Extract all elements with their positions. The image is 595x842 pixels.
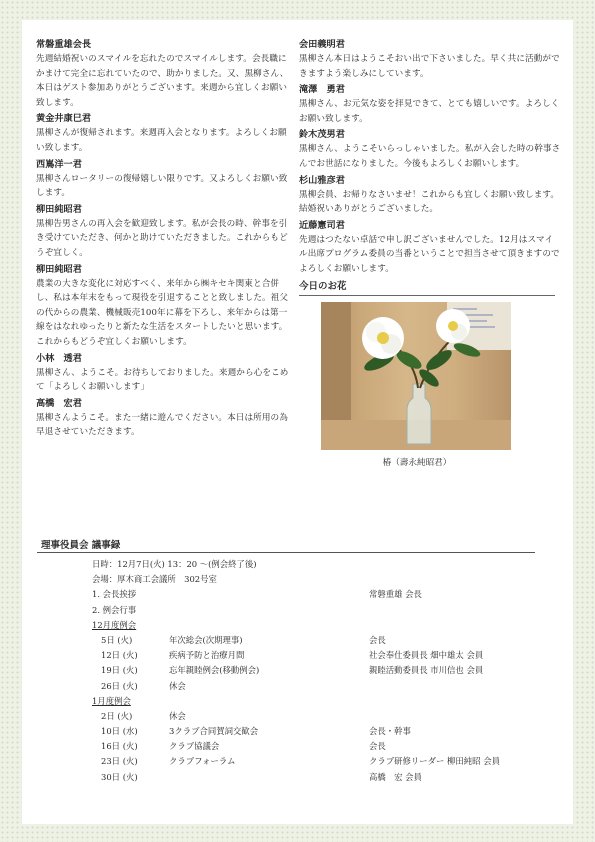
schedule-responsible: 会長 [369,741,386,752]
schedule-row [92,754,552,769]
meeting-date-line [92,557,552,572]
schedule-row [92,739,552,754]
member-name: 鈴木茂男君 [299,129,345,141]
schedule-event: 休会 [169,680,186,691]
member-message: 黒柳告男さんの再入会を歓迎致します。私が会長の時、幹事を引き受けていただき、何かと助けていただきました。これからもどうぞ宜しく。 [36,218,288,258]
member-message: 黒柳会員、お帰りなさいませ！これからも宜しくお願い致します。結婚祝いありがとうございました。 [299,189,560,215]
member-name: 滝澤 勇君 [299,84,345,96]
schedule-row [92,633,552,648]
member-message: 先週結婚祝いのスマイルを忘れたのでスマイルします。会長職にかまけて完全に忘れていたので、助かりました。又、黒柳さん、本日はゲスト参加ありがとうございます。来週から宜しくお願い致します。 [36,54,289,108]
member-name: 黄金井康巳君 [36,113,92,125]
left-column [36,38,289,442]
schedule-row [92,770,552,785]
member-message: 農業の大きな変化に対応すべく、来年から㈱キセキ関東と合併し、私は本年末をもって現役を引退することと致しました。祖父の代からの農業、機械販売100年に幕を下ろし、来年からは第一線をはなれゆったりと新たな生活をスタートしたいと思います。これからもどうぞ宜しくお願いします。 [36,278,289,347]
schedule-row [92,663,552,678]
meeting-venue-line [92,572,552,587]
member-name: 柳田純昭君 [36,203,82,215]
member-message: 黒柳さん、ようこそいらっしゃいました。私が入会した時の幹事さんでお世話になりました。今後もよろしくお願いします。 [299,144,561,169]
schedule-responsible: 高橋 宏 会員 [369,771,422,782]
smile-entry [299,83,561,126]
camellia-photo [321,302,511,450]
flower-section-title: 今日のお花 [299,280,555,296]
schedule-responsible: 会長 [369,634,386,645]
schedule-event: 疾病予防と治療月間 [169,650,245,661]
schedule-responsible: 会長・幹事 [369,726,411,737]
member-message: 黒柳さん本日はようこそおい出で下さいました。早く共に活動ができますよう楽しみにしています。 [299,54,560,79]
schedule-event: クラブフォーラム [169,756,236,767]
agenda-item [92,603,552,618]
member-name: 柳田純昭君 [36,263,82,275]
schedule-event: 3クラブ合同賀詞交歓会 [169,726,259,737]
schedule-date: 5日 (火) [101,634,133,645]
smile-entry [36,397,289,440]
agenda-item-label: 2. 例会行事 [92,604,137,615]
smile-entry [36,38,289,110]
photo-caption: 椿（壽永純昭君） [382,457,452,468]
agenda-item [92,587,552,602]
smile-entry [299,38,561,81]
schedule-date: 23日 (火) [101,756,138,767]
member-name: 近藤憲司君 [299,219,345,231]
member-name: 西嶌洋一君 [36,158,82,170]
smile-entry [36,263,289,350]
member-name: 会田義明君 [299,39,345,50]
board-minutes [92,557,552,785]
member-message: 黒柳さん、お元気な姿を拝見できて、とても嬉しいです。よろしくお願い致します。 [299,99,560,124]
member-message: 黒柳さんようこそ。また一緒に遊んでください。本日は所用の為早退させていただきます。 [36,412,288,438]
schedule-event: 忘年親睦例会(移動例会) [169,665,260,676]
smile-entry [36,352,289,395]
schedule-row [92,724,552,739]
schedule-event: 休会 [169,710,186,721]
schedule-responsible: 社会奉仕委員長 畑中雄太 会員 [369,650,484,661]
meeting-date: 日時：12月7日(火) 13：20 ～(例会終了後) [92,559,257,569]
member-name: 常磐重雄会長 [36,39,92,50]
month-heading [92,694,552,709]
schedule-date: 19日 (火) [101,665,138,676]
smile-entry [36,112,289,155]
smile-entry [299,128,561,171]
smile-entry [299,174,561,217]
schedule-date: 12日 (火) [101,650,138,661]
schedule-date: 10日 (水) [101,726,138,737]
member-message: 先週はつたない卓話で申し訳ございませんでした。12月はスマイル出席プログラム委員の当番ということで担当させて頂きますのでよろしくお願いします。 [299,234,560,274]
schedule-row [92,709,552,724]
schedule-date: 16日 (火) [101,741,138,752]
month-heading [92,618,552,633]
member-name: 高橋 宏君 [36,397,82,409]
member-name: 小林 透君 [36,352,82,364]
schedule-event: 年次総会(次期理事) [169,634,243,645]
schedule-row [92,648,552,663]
page-sheet [22,20,573,824]
camellia-illustration [321,302,511,450]
schedule-responsible: 親睦活動委員長 市川信也 会員 [369,665,484,676]
member-name: 杉山雅彦君 [299,174,345,186]
december-heading: 12月度例会 [92,619,137,630]
right-column [299,38,561,468]
schedule-event: クラブ協議会 [169,741,220,752]
member-message: 黒柳さん、ようこそ。お待ちしておりました。来週から心をこめて「よろしくお願いします」 [36,367,289,393]
minutes-section-title: 理事役員会 議事録 [37,537,535,553]
schedule-date: 2日 (火) [101,710,133,721]
smile-entry [299,219,561,277]
smile-entry [36,158,289,201]
smile-entry [36,203,289,261]
january-heading: 1月度例会 [92,695,131,706]
schedule-responsible: クラブ研修リーダー 柳田純昭 会員 [369,756,500,767]
agenda-item-responsible: 常磐重雄 会長 [369,589,422,600]
member-message: 黒柳さんロータリーの復帰嬉しい限りです。又よろしくお願い致します。 [36,173,288,199]
schedule-date: 26日 (火) [101,680,138,691]
agenda-item-label: 1. 会長挨拶 [92,589,137,600]
schedule-row [92,679,552,694]
schedule-date: 30日 (火) [101,771,138,782]
meeting-venue: 会場：厚木商工会議所 302号室 [92,574,217,585]
member-message: 黒柳さんが復帰されます。来週再入会となります。よろしくお願い致します。 [36,128,287,153]
